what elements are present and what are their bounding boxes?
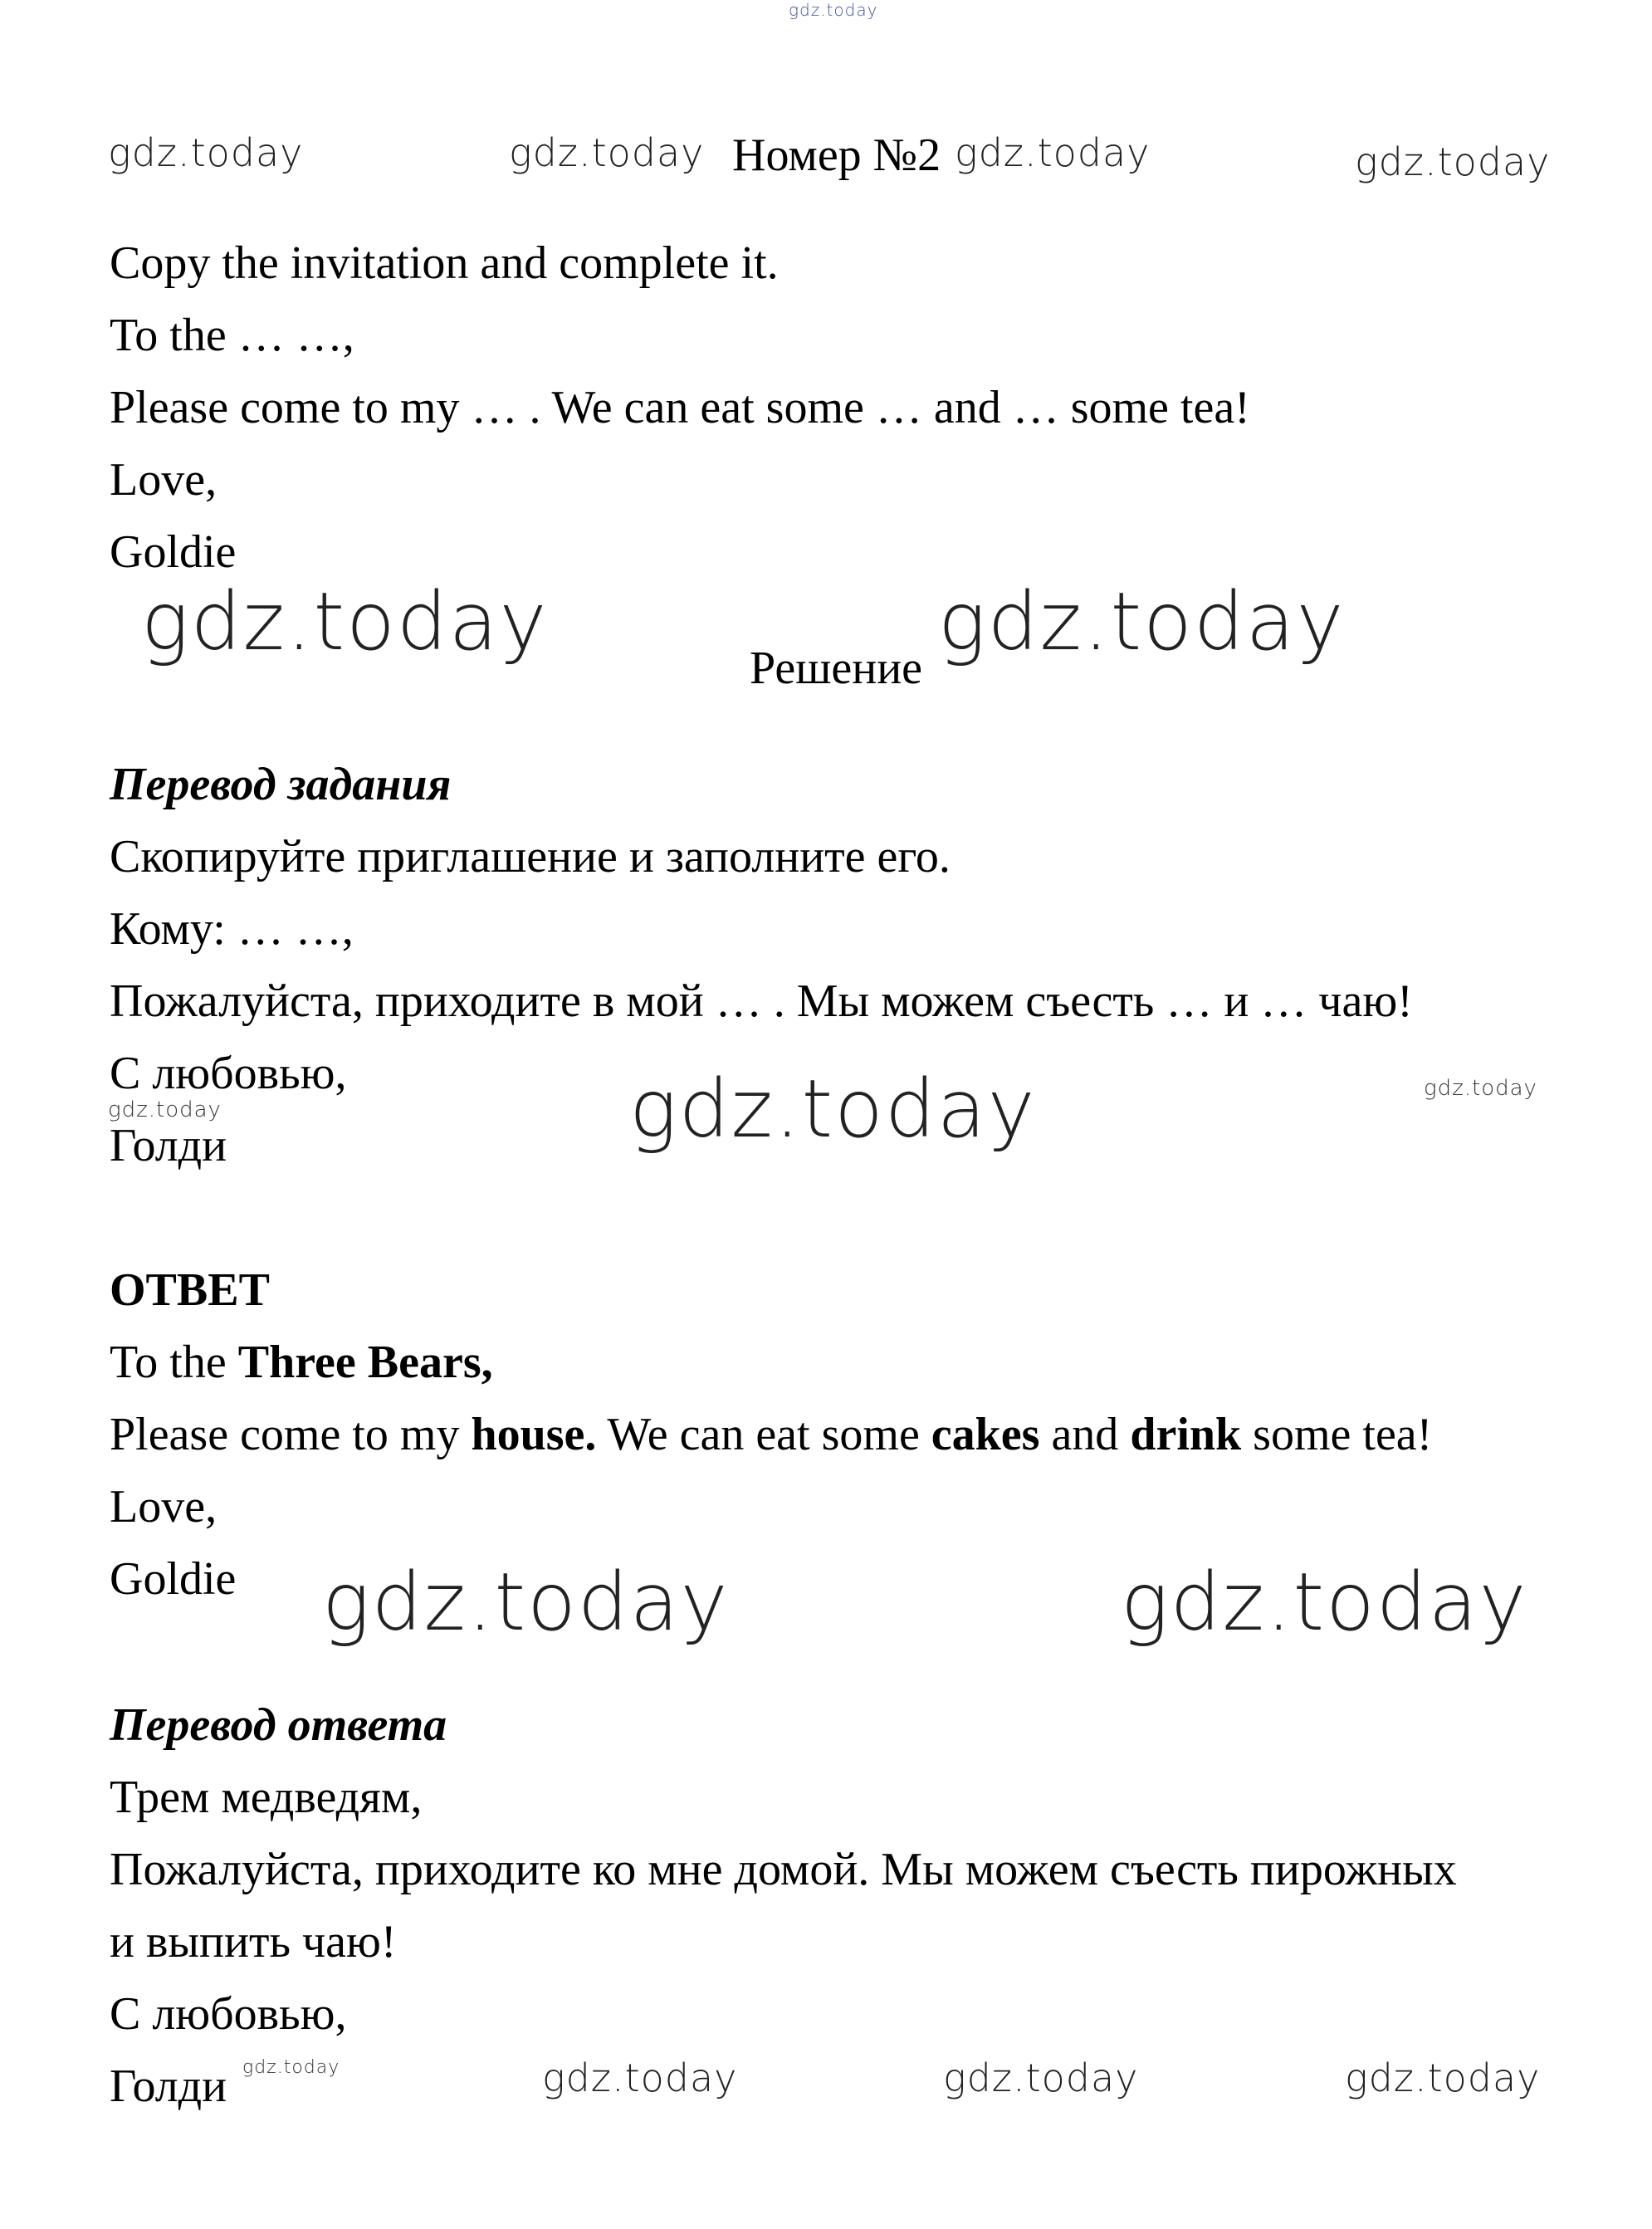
answer-translation-line-4: С любовью, — [110, 1988, 347, 2040]
task-translation-line-1: Скопируйте приглашение и заполните его. — [110, 831, 951, 882]
watermark-large-4: gdz.today — [322, 1556, 730, 1649]
watermark-header-center-right: gdz.today — [955, 130, 1151, 175]
answer-translation-line-2: Пожалуйста, приходите ко мне домой. Мы можем съесть пирожных — [110, 1844, 1457, 1895]
page-title: Номер №2 — [732, 130, 941, 181]
task-instruction: Copy the invitation and complete it. — [110, 237, 779, 289]
task-translation-line-5: Голди — [110, 1120, 227, 1171]
answer-translation-line-5: Голди — [110, 2060, 227, 2112]
answer-line-2: Please come to my house. We can eat some cakes and drink some tea! — [110, 1409, 1433, 1460]
answer-line-4: Goldie — [110, 1553, 237, 1605]
watermark-large-2: gdz.today — [938, 575, 1346, 668]
watermark-small-right: gdz.today — [1424, 1076, 1537, 1101]
solution-label: Решение — [750, 643, 923, 694]
watermark-large-5: gdz.today — [1121, 1556, 1528, 1649]
answer-translation-heading: Перевод ответа — [110, 1699, 447, 1751]
watermark-tiny-top: gdz.today — [789, 0, 878, 20]
answer-line-3: Love, — [110, 1481, 217, 1532]
task-line-4: Goldie — [110, 526, 237, 578]
task-translation-line-3: Пожалуйста, приходите в мой … . Мы можем съесть … и … чаю! — [110, 975, 1413, 1027]
answer-translation-line-1: Трем медведям, — [110, 1772, 423, 1823]
task-line-2: Please come to my … . We can eat some … and … some tea! — [110, 382, 1250, 433]
task-translation-heading: Перевод задания — [110, 759, 452, 810]
watermark-header-center-left: gdz.today — [509, 130, 705, 175]
watermark-large-1: gdz.today — [141, 575, 549, 668]
task-translation-line-4: С любовью, — [110, 1048, 347, 1099]
watermark-small-left: gdz.today — [108, 1097, 222, 1122]
answer-line-1: To the Three Bears, — [110, 1337, 493, 1388]
watermark-large-3: gdz.today — [629, 1063, 1037, 1156]
task-translation-line-2: Кому: … …, — [110, 903, 354, 955]
answer-translation-line-3: и выпить чаю! — [110, 1916, 397, 1967]
watermark-bottom-1: gdz.today — [542, 2055, 738, 2100]
watermark-header-left: gdz.today — [108, 130, 304, 175]
watermark-bottom-3: gdz.today — [1345, 2055, 1541, 2100]
watermark-bottom-tiny: gdz.today — [242, 2057, 340, 2078]
watermark-header-right: gdz.today — [1355, 139, 1551, 184]
answer-heading: ОТВЕТ — [110, 1264, 270, 1316]
watermark-bottom-2: gdz.today — [943, 2055, 1139, 2100]
task-line-3: Love, — [110, 454, 217, 506]
task-line-1: To the … …, — [110, 310, 354, 361]
